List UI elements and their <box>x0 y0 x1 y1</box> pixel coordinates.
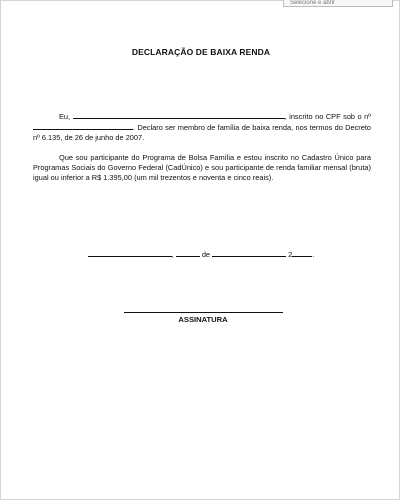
cpf-blank[interactable] <box>33 122 133 130</box>
day-blank[interactable] <box>176 249 200 257</box>
date-line-end: . <box>312 250 315 259</box>
signature-label: ASSINATURA <box>178 315 228 324</box>
date-separator-comma: , <box>171 250 174 259</box>
document-title: DECLARAÇÃO DE BAIXA RENDA <box>131 47 271 57</box>
cpf-intro-text: , inscrito no CPF sob o nº <box>284 112 371 121</box>
declaration-prefix: Eu, <box>59 112 71 121</box>
declaration-paragraph <box>33 111 371 143</box>
name-blank[interactable] <box>73 111 285 119</box>
signature-line[interactable] <box>124 312 283 313</box>
year-blank[interactable] <box>292 249 315 259</box>
select-open-text[interactable]: Selecione e abrir <box>290 0 336 6</box>
city-blank[interactable] <box>88 249 172 257</box>
program-paragraph <box>33 153 371 183</box>
month-blank[interactable] <box>212 249 286 257</box>
declaration-text: . Declaro ser membro de família de baixa renda, nos termos do Decreto nº 6.135, de 26 de junho de 2007. <box>33 123 371 142</box>
program-text: Que sou participante do Programa de Bolsa Família e estou inscrito no Cadastro Único para Programas Sociais do Governo Federal (CadÚnico) e sou participante de renda familiar mensal (bruta) igual ou inferior a R$ 1.395,00 (um mil trezentos e noventa e cinco reais). <box>33 153 371 182</box>
year-prefix: 2 <box>288 250 293 259</box>
date-line <box>1 249 400 260</box>
select-open-toolbar[interactable] <box>283 0 393 7</box>
date-separator-de: de <box>201 250 211 259</box>
